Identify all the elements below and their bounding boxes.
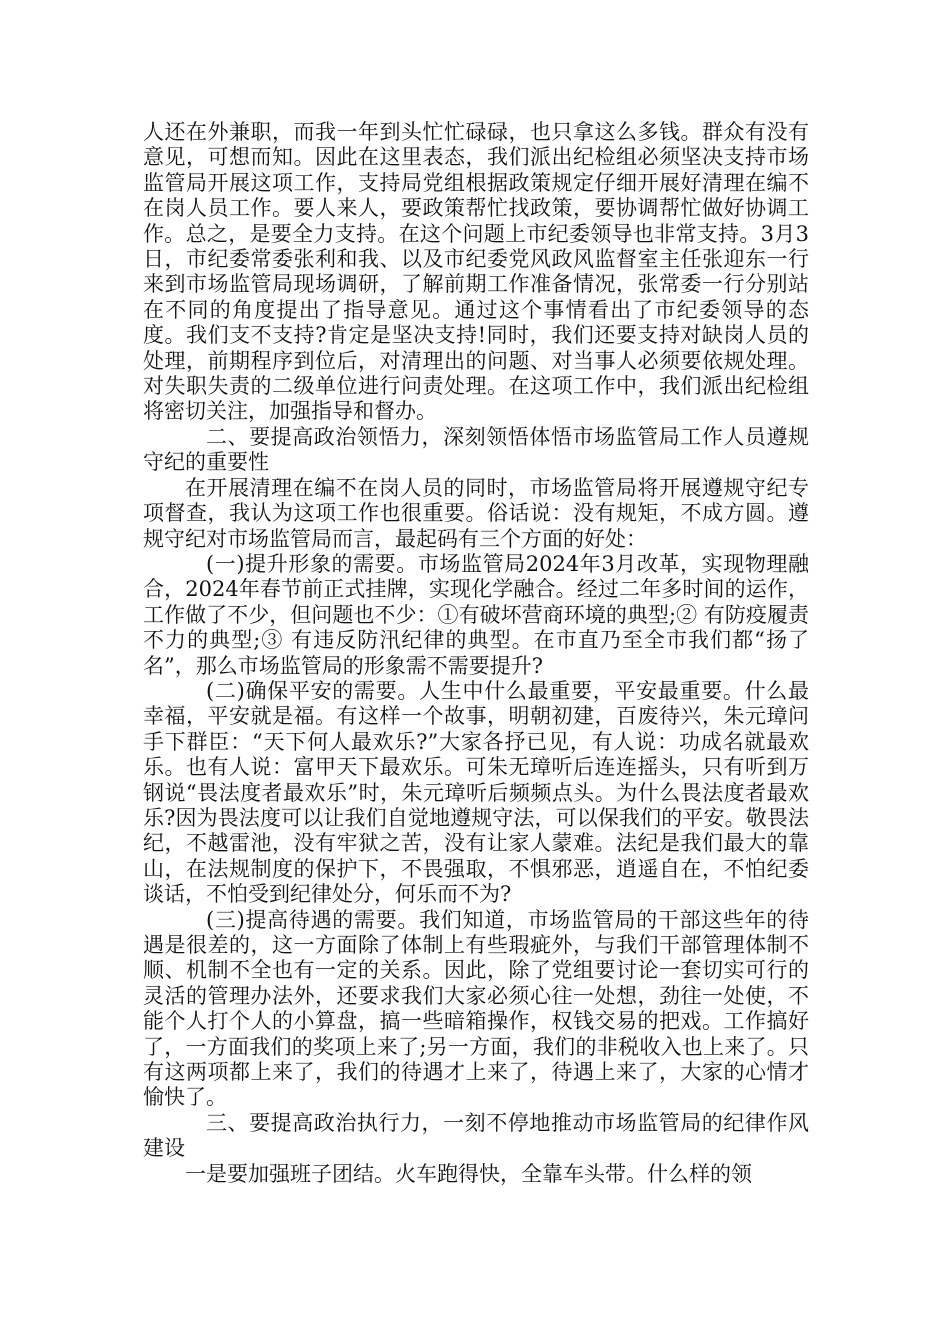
section-heading-2: 二、要提高政治领悟力，深刻领悟体悟市场监管局工作人员遵规守纪的重要性 (143, 424, 809, 475)
paragraph-image-improvement: (一)提升形象的需要。市场监管局2024年3月改革，实现物理融合，2024年春节前正式挂牌，实现化学融合。经过二年多时间的运作，工作做了不少，但问题也不少：①有破坏营商环境的典型;② 有防疫履责不力的典型;③ 有违反防汛纪律的典型。在市直乃至全市我们都“扬了名”，那么市场监管局的形象需不需要提升? (143, 551, 809, 678)
paragraph-team-unity: 一是要加强班子团结。火车跑得快，全靠车头带。什么样的领 (185, 1161, 752, 1186)
paragraph-support-statement: 人还在外兼职，而我一年到头忙忙碌碌，也只拿这么多钱。群众有没有意见，可想而知。因此在这里表态，我们派出纪检组必须坚决支持市场监管局开展这项工作，支持局党组根据政策规定仔细开展好清理在编不在岗人员工作。要人来人，要政策帮忙找政策，要协调帮忙做好协调工作。总之，是要全力支持。在这个问题上市纪委领导也非常支持。3月3日，市纪委常委张利和我、以及市纪委党风政风监督室主任张迎东一行来到市场监管局现场调研，了解前期工作准备情况，张常委一行分别站在不同的角度提出了指导意见。通过这个事情看出了市纪委领导的态度。我们支不支持?肯定是坚决支持!同时，我们还要支持对缺岗人员的处理，前期程序到位后，对清理出的问题、对当事人必须要依规处理。对失职失责的二级单位进行问责处理。在这项工作中，我们派出纪检组将密切关注，加强指导和督办。 (143, 120, 809, 424)
paragraph-discipline-intro: 在开展清理在编不在岗人员的同时，市场监管局将开展遵规守纪专项督查，我认为这项工作也很重要。俗话说：没有规矩，不成方圆。遵规守纪对市场监管局而言，最起码有三个方面的好处： (143, 475, 809, 551)
section-heading-3: 三、要提高政治执行力，一刻不停地推动市场监管局的纪律作风建设 (143, 1110, 809, 1161)
paragraph-safety: (二)确保平安的需要。人生中什么最重要，平安最重要。什么最幸福，平安就是福。有这样一个故事，明朝初建，百废待兴，朱元璋问手下群臣：“天下何人最欢乐?”大家各抒已见，有人说：功成名就最欢乐。也有人说：富甲天下最欢乐。可朱无璋听后连连摇头，只有听到万钢说“畏法度者最欢乐”时，朱元璋听后频频点头。为什么畏法度者最欢乐?因为畏法度可以让我们自觉地遵规守法，可以保我们的平安。敬畏法纪，不越雷池，没有牢狱之苦，没有让家人蒙难。法纪是我们最大的靠山，在法规制度的保护下，不畏强取，不惧邪恶，逍遥自在，不怕纪委谈话，不怕受到纪律处分，何乐而不为? (143, 678, 809, 907)
document-body (143, 120, 809, 1187)
paragraph-treatment: (三)提高待遇的需要。我们知道，市场监管局的干部这些年的待遇是很差的，这一方面除了体制上有些瑕疵外，与我们干部管理体制不顺、机制不全也有一定的关系。因此，除了党组要讨论一套切实可行的灵活的管理办法外，还要求我们大家必须心往一处想，劲往一处使，不能个人打个人的小算盘，搞一些暗箱操作，权钱交易的把戏。工作搞好了，一方面我们的奖项上来了;另一方面，我们的非税收入也上来了。只有这两项都上来了，我们的待遇才上来了，待遇上来了，大家的心情才愉快了。 (143, 907, 809, 1110)
